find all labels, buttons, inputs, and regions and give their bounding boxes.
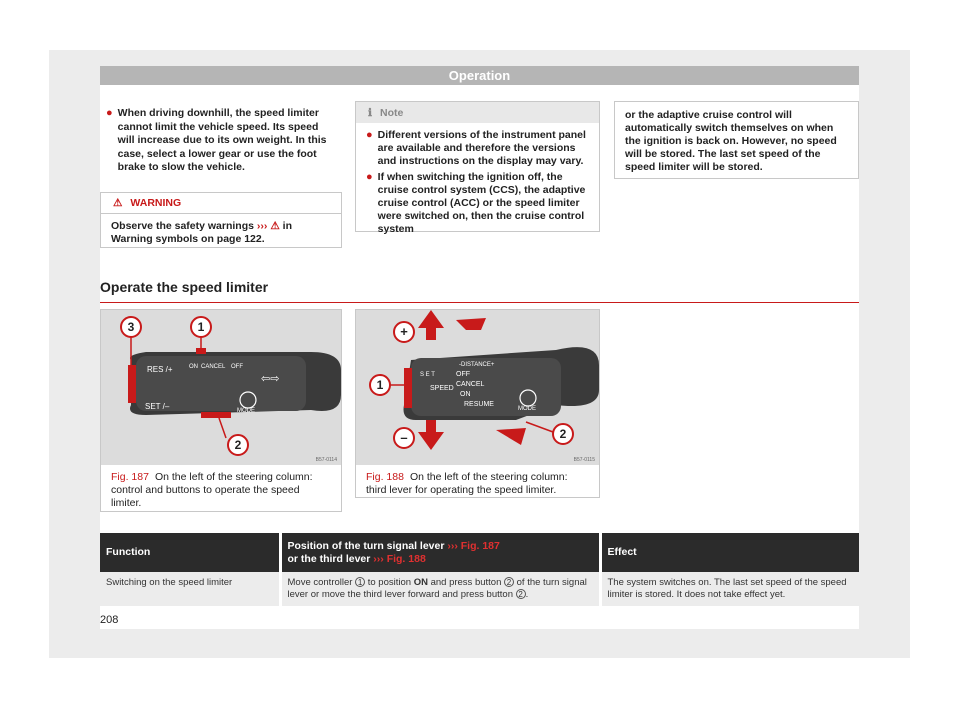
warning-header — [101, 193, 341, 214]
table-header-row — [100, 533, 859, 572]
cell-text: to position — [367, 577, 412, 588]
fig187-on-label: ON — [189, 364, 198, 370]
fig188-cancel-label: CANCEL — [456, 381, 485, 388]
bullet-icon: ● — [106, 107, 113, 119]
fig188-number: Fig. 188 — [366, 471, 404, 483]
fig188-callout-2: 2 — [559, 427, 567, 441]
note-item — [366, 171, 589, 236]
fig188-speed-label: SPEED — [430, 385, 454, 392]
note-header — [356, 102, 599, 123]
warning-link-arrow[interactable]: ››› — [256, 220, 268, 232]
note-item-text: Different versions of the instrument panel are available and therefore the versions and instructions on the display may vary. — [377, 129, 586, 167]
note-continuation-box — [614, 101, 859, 179]
section-title: Operate the speed limiter — [100, 279, 859, 303]
badge-2: 2 — [516, 589, 526, 599]
page-number: 208 — [100, 614, 119, 626]
fig187-caption-text: On the left of the steering column: control and buttons to operate the speed limiter. — [111, 471, 313, 509]
warning-box — [100, 192, 342, 248]
header-position-text-b: or the third lever — [287, 552, 371, 565]
cell-effect: The system switches on. The last set speed of the speed limiter is stored. It does not take effect yet. — [600, 572, 859, 606]
section-header: Operation — [100, 66, 859, 85]
figure-188 — [355, 309, 600, 498]
fig188-distance-label: -DISTANCE+ — [459, 362, 495, 368]
note-box — [355, 101, 600, 235]
cell-text: . — [525, 589, 529, 600]
badge-1: 1 — [355, 577, 365, 587]
header-function: Function — [100, 533, 280, 572]
note-item — [366, 129, 589, 168]
turn-signal-icon: ⇦⇨ — [261, 372, 280, 385]
fig188-illustration — [356, 310, 599, 465]
fig188-callout-1: 1 — [376, 378, 384, 392]
fig188-plus-callout: + — [400, 324, 408, 339]
figure-187 — [100, 309, 342, 512]
warning-body — [101, 214, 341, 252]
fig187-off-label: OFF — [231, 364, 243, 370]
warning-label: WARNING — [130, 197, 182, 209]
badge-2: 2 — [504, 577, 514, 587]
bullet-icon: ● — [366, 171, 373, 183]
note-label: Note — [380, 106, 404, 119]
col1-bullet-text: When driving downhill, the speed limiter cannot limit the vehicle speed. Its speed will increase due to its own weight. In this case, select a lower gear or use the foot brake to slow the vehicle. — [117, 107, 327, 173]
cell-text: Move controller — [287, 577, 353, 588]
function-table — [100, 533, 859, 606]
fig187-caption — [101, 465, 341, 516]
fig188-minus-callout: – — [400, 430, 408, 445]
fig188-set-label: S E T — [420, 372, 435, 378]
cell-text: and press button — [430, 577, 502, 588]
col1-bullet — [106, 107, 336, 175]
on-symbol: ON — [413, 577, 428, 588]
warning-icon: ⚠ — [113, 197, 123, 209]
fig188-off-label: OFF — [456, 371, 470, 378]
fig187-set-label: SET /– — [145, 402, 170, 411]
warning-triangle-icon: ⚠ — [270, 220, 280, 232]
fig187-illustration — [101, 310, 341, 465]
header-fig188-link[interactable]: ››› Fig. 188 — [373, 552, 426, 565]
note-icon: ℹ — [368, 106, 372, 119]
fig188-caption-text: On the left of the steering column: third lever for operating the speed limiter. — [366, 471, 568, 496]
cell-text: of the turn signal lever or move the third lever forward and press button — [287, 577, 587, 600]
header-position-text: Position of the turn signal lever — [287, 539, 445, 552]
table-row — [100, 572, 859, 606]
fig188-mode-label: MODE — [518, 406, 536, 412]
warning-text-after: in Warning symbols on page 122. — [111, 220, 293, 245]
fig187-code: B57-0114 — [315, 457, 337, 463]
bullet-icon: ● — [366, 129, 373, 141]
fig187-callout-2: 2 — [234, 438, 242, 452]
fig187-callout-3: 3 — [127, 320, 135, 334]
note-item-text: If when switching the ignition off, the cruise control system (CCS), the adaptive cruise control (ACC) or the speed limiter were switched on, then the cruise control system — [377, 171, 586, 235]
header-fig187-link[interactable]: ››› Fig. 187 — [447, 539, 500, 552]
fig188-resume-label: RESUME — [464, 401, 494, 408]
fig187-cancel-label: CANCEL — [201, 364, 226, 370]
warning-text: Observe the safety warnings — [111, 220, 254, 232]
fig188-on-label: ON — [460, 391, 471, 398]
note-continuation-text: or the adaptive cruise control will automatically switch themselves on when the ignition is back on. However, no speed will be stored. The last set speed of the speed limiter will be stored. — [625, 109, 837, 173]
cell-position — [280, 572, 600, 606]
cell-function: Switching on the speed limiter — [100, 572, 280, 606]
fig187-res-label: RES /+ — [147, 365, 173, 374]
fig187-number: Fig. 187 — [111, 471, 149, 483]
header-position — [280, 533, 600, 572]
fig187-callout-1: 1 — [197, 320, 205, 334]
fig188-code: B57-0115 — [573, 457, 595, 463]
note-body — [356, 123, 599, 245]
fig187-mode-label: MODE — [237, 408, 255, 414]
fig188-caption — [356, 465, 599, 503]
header-effect: Effect — [600, 533, 859, 572]
